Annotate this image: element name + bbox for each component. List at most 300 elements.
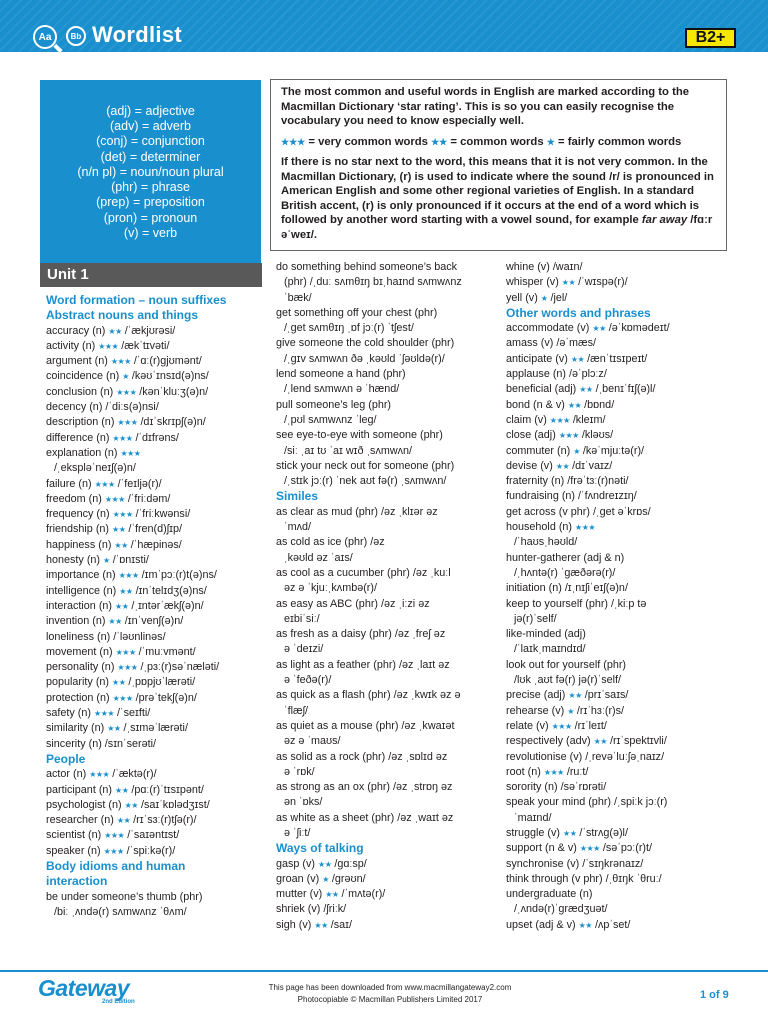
- star-rating-icon: ★★★: [120, 448, 141, 458]
- pronunciation: /rɪˈleɪt/: [574, 719, 607, 732]
- word-label: anticipate (v): [506, 352, 568, 365]
- section-heading: People: [46, 751, 86, 766]
- star-rating-icon: ★★: [578, 920, 592, 930]
- word-label: relate (v): [506, 719, 549, 732]
- star-rating-icon: ★★★: [116, 387, 137, 397]
- abbreviations-box: [40, 80, 261, 265]
- word-label: similarity (n): [46, 722, 105, 735]
- word-label: psychologist (n): [46, 798, 122, 811]
- pronunciation: /əˈplɔːz/: [569, 368, 607, 381]
- word-entry: [506, 780, 731, 795]
- star-rating-icon: ★★★: [543, 767, 564, 777]
- word-entry: [46, 584, 264, 599]
- word-label: explanation (n): [46, 446, 118, 459]
- word-entry: [276, 780, 500, 795]
- word-entry: [276, 811, 500, 826]
- pronunciation: /ˌθɪŋk ˈθruː/: [605, 872, 662, 885]
- word-label: accuracy (n): [46, 324, 106, 337]
- pronunciation: /ˈdɪfrəns/: [135, 431, 179, 444]
- word-label: amass (v): [506, 337, 554, 350]
- word-label: whisper (v): [506, 276, 559, 289]
- star-legend: ★★★ = very common words ★★ = common words ★ = fairly common words: [281, 135, 682, 148]
- abbreviation-item: (adv) = adverb: [110, 119, 191, 134]
- pronunciation: /ˈsaɪəntɪst/: [127, 829, 180, 842]
- section-heading: Similes: [276, 489, 319, 504]
- word-entry: [46, 431, 264, 446]
- star-rating-icon: ★★: [112, 678, 126, 688]
- word-label: sigh (v): [276, 918, 312, 931]
- pronunciation-continuation: (phr) /ˌduː sʌmθɪŋ bɪˌhaɪnd sʌmwʌnz: [284, 276, 462, 289]
- word-entry: [46, 553, 264, 568]
- pronunciation-continuation: /ˌlend sʌmwʌn ə ˈhænd/: [284, 383, 400, 396]
- unit-title: Unit 1: [40, 263, 262, 287]
- word-label: fundraising (n): [506, 490, 576, 503]
- star-rating-icon: ★★★: [94, 479, 115, 489]
- pronunciation: /ˌɡet əˈkrɒs/: [593, 505, 651, 518]
- pronunciation: /ɡɑːsp/: [334, 857, 367, 870]
- pronunciation: /ˈsɪŋkrənaɪz/: [582, 857, 644, 870]
- word-entry: [276, 750, 500, 765]
- footer-text: [240, 982, 540, 1006]
- word-entry: [506, 336, 731, 351]
- word-label: devise (v): [506, 459, 553, 472]
- pronunciation: /ˈfʌndreɪzɪŋ/: [578, 490, 637, 503]
- word-label: argument (n): [46, 355, 108, 368]
- word-label: honesty (n): [46, 554, 101, 567]
- word-entry: [506, 581, 731, 596]
- pronunciation-continuation: /biː ˌʌndə(r) sʌmwʌnz ˈθʌm/: [54, 905, 187, 918]
- word-label: sincerity (n): [46, 737, 102, 750]
- word-label: accommodate (v): [506, 322, 590, 335]
- pronunciation-continuation: ˈbæk/: [284, 291, 312, 304]
- word-label: actor (n): [46, 768, 87, 781]
- word-label: struggle (v): [506, 826, 561, 839]
- word-entry: [506, 413, 731, 428]
- star-rating-icon: ★★: [112, 525, 126, 535]
- word-label: beneficial (adj): [506, 383, 577, 396]
- word-label: activity (n): [46, 339, 96, 352]
- abbreviation-item: (det) = determiner: [100, 149, 201, 164]
- star-rating-icon: ★★: [108, 617, 122, 627]
- pronunciation: /ɡrəʊn/: [331, 872, 366, 885]
- star-rating-icon: ★★★: [551, 721, 572, 731]
- pronunciation: /ˌbenɪˈfɪʃ(ə)l/: [595, 383, 656, 396]
- pronunciation: /ˈɑː(r)ɡjʊmənt/: [133, 355, 202, 368]
- word-entry: [46, 630, 264, 645]
- section-heading: Abstract nouns and things: [46, 308, 199, 323]
- pronunciation-continuation: ə ˈfeðə(r)/: [284, 674, 332, 687]
- word-entry: [276, 566, 500, 581]
- pronunciation: /ˌkiːp tə: [611, 597, 647, 610]
- word-label: frequency (n): [46, 508, 110, 521]
- word-entry: [46, 354, 264, 369]
- star-rating-icon: ★★: [115, 785, 129, 795]
- abbreviation-item: (n/n pl) = noun/noun plural: [77, 164, 224, 179]
- pronunciation-continuation: /ˌstɪk jɔː(r) ˈnek aʊt fə(r) ˌsʌmwʌn/: [284, 475, 447, 488]
- word-label: freedom (n): [46, 492, 102, 505]
- word-label: interaction (n): [46, 599, 113, 612]
- word-entry: [506, 382, 731, 397]
- word-entry: [506, 795, 731, 810]
- word-entry: [276, 428, 500, 443]
- pronunciation: /əˈmæs/: [556, 337, 596, 350]
- pronunciation-continuation: /ˌɡet sʌmθɪŋ ˌɒf jɔː(r) ˈtʃest/: [284, 322, 414, 335]
- word-entry: [46, 568, 264, 583]
- word-entry: [46, 844, 264, 859]
- word-entry: [46, 691, 264, 706]
- section-heading: Other words and phrases: [506, 305, 651, 320]
- word-label: intelligence (n): [46, 584, 117, 597]
- word-entry: [276, 260, 500, 275]
- word-label: researcher (n): [46, 814, 114, 827]
- pronunciation: /ˈdiːs(ə)nsi/: [105, 401, 159, 414]
- pronunciation: /waɪn/: [552, 261, 583, 273]
- word-label: speaker (n): [46, 844, 101, 857]
- pronunciation: /ˈfriːdəm/: [127, 492, 171, 505]
- word-entry: [276, 597, 500, 612]
- word-entry: [46, 721, 264, 736]
- word-entry: [506, 260, 731, 275]
- edition-label: 2nd Edition: [102, 999, 135, 1005]
- word-entry: [506, 367, 731, 382]
- pronunciation: /ˈhæpinəs/: [130, 538, 182, 551]
- word-label: coincidence (n): [46, 370, 120, 383]
- footer-divider: [0, 970, 768, 972]
- word-label: respectively (adv): [506, 735, 591, 748]
- word-label: loneliness (n): [46, 630, 111, 643]
- pronunciation: /ˈæktə(r)/: [112, 768, 157, 781]
- star-rating-icon: ★★★: [94, 709, 115, 719]
- word-entry: [506, 841, 731, 856]
- pronunciation-continuation: /ˌɡɪv sʌmwʌn ðə ˌkəʊld ˈʃəʊldə(r)/: [284, 352, 445, 365]
- pronunciation: /ˈseɪfti/: [117, 707, 151, 720]
- word-label: invention (n): [46, 615, 106, 628]
- word-label: description (n): [46, 416, 115, 429]
- pronunciation-continuation: /ˌʌndə(r)ˈɡrædʒuət/: [514, 903, 608, 916]
- word-label: upset (adj & v): [506, 918, 576, 931]
- word-entry: [506, 398, 731, 413]
- word-entry: [276, 535, 500, 550]
- pronunciation: /ˌɪntərˈækʃ(ə)n/: [131, 599, 204, 612]
- word-label: pull someone’s leg (phr): [276, 398, 392, 411]
- star-rating-icon: ★★: [108, 326, 122, 336]
- word-label: close (adj): [506, 429, 556, 442]
- word-label: look out for yourself (phr): [506, 658, 627, 671]
- pronunciation: /ɪnˈvenʃ(ə)n/: [124, 615, 184, 628]
- word-label: popularity (n): [46, 676, 110, 689]
- word-entry: [46, 538, 264, 553]
- word-label: stick your neck out for someone (phr): [276, 459, 455, 472]
- pronunciation: /dɪˈvaɪz/: [572, 459, 613, 472]
- word-label: speak your mind (phr): [506, 796, 612, 809]
- star-rating-icon: ★★★: [579, 844, 600, 854]
- three-star-icon: ★★★: [281, 136, 306, 147]
- one-star-icon: ★: [546, 136, 555, 147]
- pronunciation: /kənˈkluːʒ(ə)n/: [139, 385, 209, 398]
- pronunciation: /ækˈtɪvəti/: [121, 339, 170, 352]
- word-label: see eye-to-eye with someone (phr): [276, 429, 443, 442]
- word-label: whine (v): [506, 261, 550, 273]
- star-rating-icon: ★★: [593, 737, 607, 747]
- pronunciation: /ruːt/: [566, 765, 589, 778]
- pronunciation: /ˈfeɪljə(r)/: [117, 477, 162, 490]
- word-label: as cool as a cucumber (phr) /əz ˌkuːl: [276, 566, 451, 579]
- word-entry: [506, 520, 731, 535]
- word-label: as quick as a flash (phr) /əz ˌkwɪk əz ə: [276, 689, 461, 702]
- abbreviation-item: (pron) = pronoun: [103, 210, 198, 225]
- word-entry: [46, 339, 264, 354]
- word-label: gasp (v): [276, 857, 316, 870]
- word-entry: [506, 704, 731, 719]
- star-rating-icon: ★★: [107, 724, 121, 734]
- word-entry: [506, 719, 731, 734]
- word-entry: [506, 734, 731, 749]
- pronunciation: /rɪˈhɜː(r)s/: [576, 704, 625, 717]
- word-label: as fresh as a daisy (phr) /əz ˌfreʃ əz: [276, 628, 446, 641]
- word-entry: [276, 306, 500, 321]
- word-label: fraternity (n): [506, 475, 565, 488]
- word-label: undergraduate (n): [506, 888, 593, 901]
- word-entry: [46, 675, 264, 690]
- word-entry: [276, 336, 500, 351]
- word-label: friendship (n): [46, 523, 110, 536]
- word-label: as strong as an ox (phr) /əz ˌstrɒŋ əz: [276, 781, 453, 794]
- word-entry: [46, 369, 264, 384]
- star-rating-icon: ★★: [116, 816, 131, 826]
- pronunciation: /ˈwɪspə(r)/: [578, 276, 628, 289]
- star-rating-icon: ★★★: [115, 647, 136, 657]
- pronunciation-continuation: ˈflæʃ/: [284, 704, 308, 717]
- word-label: support (n & v): [506, 842, 577, 855]
- pronunciation: /ænˈtɪsɪpeɪt/: [587, 352, 648, 365]
- pronunciation: /ˈstrʌɡ(ə)l/: [579, 826, 628, 839]
- intro-paragraph: The most common and useful words in English are marked according to the Macmillan Dictionary ‘star rating’. This is so you can easily recognise the vocabulary you need to know especially well.: [281, 86, 690, 127]
- word-label: as easy as ABC (phr) /əz ˌiːzi əz: [276, 597, 430, 610]
- word-entry: [506, 887, 731, 902]
- pronunciation: /kəʊˈɪnsɪd(ə)ns/: [131, 370, 209, 383]
- star-rating-icon: ★★★: [112, 433, 133, 443]
- pronunciation: /prɪˈsaɪs/: [584, 689, 629, 702]
- word-entry: [506, 765, 731, 780]
- pronunciation: /bɒnd/: [584, 398, 615, 411]
- pronunciation: /ˌpɒpjʊˈlærəti/: [128, 676, 196, 689]
- word-entry: [506, 474, 731, 489]
- pronunciation-continuation: /ˌhʌntə(r) ˈɡæðərə(r)/: [514, 566, 616, 579]
- word-label: as solid as a rock (phr) /əz ˌsɒlɪd əz: [276, 750, 448, 763]
- pronunciation: /səˈpɔː(r)t/: [602, 842, 653, 855]
- word-label: groan (v): [276, 872, 320, 885]
- word-label: safety (n): [46, 707, 92, 720]
- word-entry: [506, 658, 731, 673]
- word-entry: [506, 352, 731, 367]
- word-entry: [506, 826, 731, 841]
- word-entry: [506, 872, 731, 887]
- word-label: precise (adj): [506, 689, 566, 702]
- word-entry: [276, 627, 500, 642]
- star-rating-icon: ★★: [592, 324, 606, 334]
- pronunciation-note: If there is no star next to the word, this means that it is not very common. In the Macmillan Dictionary, (r) is used to indicate where the sound /r/ is pronounced in American English and some other regional varieties of English. In a standard British accent, (r) is only pronounced if it occurs at the end of a word which is followed by another word starting with a vowel sound, for example far away /fɑːr əˈweɪ/.: [281, 156, 714, 241]
- bb-bubble-icon: Bb: [66, 26, 86, 46]
- word-label: household (n): [506, 521, 573, 534]
- word-entry: [46, 599, 264, 614]
- word-entry: [506, 918, 731, 933]
- pronunciation: /ˌpɜː(r)səˈnæləti/: [140, 661, 220, 674]
- word-entry: [506, 688, 731, 703]
- word-entry: [276, 688, 500, 703]
- word-label: bond (n & v): [506, 398, 565, 411]
- word-label: happiness (n): [46, 538, 112, 551]
- pronunciation: /ʌpˈset/: [594, 918, 631, 931]
- word-label: conclusion (n): [46, 385, 114, 398]
- word-entry: [276, 658, 500, 673]
- pronunciation-continuation: ˈmʌd/: [284, 521, 311, 534]
- pronunciation: /ˈfriːkwənsi/: [135, 508, 191, 521]
- star-rating-icon: ★★: [119, 586, 133, 596]
- section-heading: interaction: [46, 874, 108, 889]
- word-label: as clear as mud (phr) /əz ˌklɪər əz: [276, 505, 438, 518]
- star-rating-icon: ★★★: [558, 431, 579, 441]
- pronunciation: /ˌsɪməˈlærəti/: [123, 722, 188, 735]
- star-rating-icon: ★★: [318, 859, 332, 869]
- word-label: as cold as ice (phr) /əz: [276, 536, 385, 549]
- word-label: applause (n): [506, 368, 567, 381]
- pronunciation-continuation: /siː ˌaɪ tʊ ˈaɪ wɪð ˌsʌmwʌn/: [284, 444, 413, 457]
- star-rating-icon: ★★★: [89, 770, 110, 780]
- word-label: get something off your chest (phr): [276, 306, 438, 319]
- word-label: shriek (v): [276, 903, 321, 916]
- pronunciation: /ˈækjʊrəsi/: [124, 324, 176, 337]
- word-entry: [506, 275, 731, 290]
- pronunciation-continuation: ˌkəʊld əz ˈaɪs/: [284, 551, 353, 564]
- abbreviation-item: (prep) = preposition: [96, 195, 205, 210]
- word-label: commuter (n): [506, 444, 571, 457]
- star-rating-icon: ★★★: [98, 341, 119, 351]
- word-entry: [46, 522, 264, 537]
- word-entry: [46, 415, 264, 430]
- pronunciation: /frəˈtɜː(r)nəti/: [567, 475, 629, 488]
- pronunciation: /pɑː(r)ˈtɪsɪpənt/: [131, 783, 204, 796]
- header-bar: [0, 0, 768, 52]
- word-entry: [46, 507, 264, 522]
- star-rating-icon: ★★: [561, 278, 576, 288]
- word-entry: [46, 737, 264, 752]
- word-label: claim (v): [506, 413, 547, 426]
- word-label: revolutionise (v): [506, 750, 583, 763]
- word-entry: [276, 459, 500, 474]
- pronunciation-continuation: ə ˈrɒk/: [284, 765, 315, 778]
- word-label: protection (n): [46, 691, 110, 704]
- star-rating-icon: ★★: [568, 691, 582, 701]
- star-rating-icon: ★★: [115, 601, 129, 611]
- pronunciation: /ˈfren(d)ʃɪp/: [128, 523, 183, 536]
- page-title: Wordlist: [92, 22, 182, 47]
- star-rating-icon: ★★: [563, 828, 577, 838]
- two-star-icon: ★★: [431, 136, 448, 147]
- word-label: sorority (n): [506, 781, 558, 794]
- wordlist-column-2: [276, 260, 500, 933]
- word-entry: [46, 492, 264, 507]
- pronunciation: /kəˈmjuːtə(r)/: [582, 444, 645, 457]
- word-entry: [46, 706, 264, 721]
- pronunciation-continuation: /ˌekspləˈneɪʃ(ə)n/: [54, 462, 136, 475]
- star-rating-icon: ★★★: [104, 494, 125, 504]
- word-entry: [506, 428, 731, 443]
- star-rating-icon: ★★★: [112, 693, 133, 703]
- word-label: be under someone’s thumb (phr): [46, 890, 203, 903]
- word-label: synchronise (v): [506, 857, 580, 870]
- star-rating-icon: ★: [103, 556, 110, 566]
- pronunciation: /kləʊs/: [581, 429, 614, 442]
- pronunciation-continuation: /lʊk ˌaʊt fə(r) jə(r)ˈself/: [514, 674, 622, 687]
- level-badge: B2+: [685, 28, 736, 48]
- word-label: keep to yourself (phr): [506, 597, 609, 610]
- word-entry: [46, 614, 264, 629]
- star-rating-icon: ★★★: [118, 571, 139, 581]
- star-rating-icon: ★★: [314, 920, 328, 930]
- pronunciation-continuation: əz ə ˈmaʊs/: [284, 735, 341, 748]
- section-heading: Ways of talking: [276, 841, 364, 856]
- word-entry: [506, 505, 731, 520]
- word-label: think through (v phr): [506, 872, 603, 885]
- word-label: as light as a feather (phr) /əz ˌlaɪt əz: [276, 658, 450, 671]
- pronunciation: /ʃriːk/: [323, 903, 347, 916]
- word-label: scientist (n): [46, 829, 102, 842]
- star-rating-icon: ★: [122, 372, 129, 382]
- magnifier-handle-icon: [53, 44, 62, 53]
- word-entry: [46, 828, 264, 843]
- word-entry: [506, 321, 731, 336]
- wordlist-column-1: [46, 293, 264, 920]
- pronunciation: /jel/: [550, 291, 568, 304]
- word-entry: [46, 783, 264, 798]
- word-label: rehearse (v): [506, 704, 565, 717]
- word-entry: [506, 459, 731, 474]
- word-entry: [276, 398, 500, 413]
- word-entry: [46, 767, 264, 782]
- star-rating-icon: ★★: [114, 540, 128, 550]
- word-entry: [276, 918, 500, 933]
- star-rating-icon: ★: [540, 293, 548, 303]
- word-entry: [46, 324, 264, 339]
- pronunciation-continuation: /ˌpʊl sʌmwʌnz ˈleɡ/: [284, 413, 377, 426]
- pronunciation: /əˈkɒmədeɪt/: [608, 322, 670, 335]
- section-heading: Word formation – noun suffixes: [46, 293, 227, 307]
- star-rating-icon: ★★★: [117, 418, 138, 428]
- pronunciation: /rɪˈspektɪvli/: [609, 735, 667, 748]
- word-entry: [46, 660, 264, 675]
- abbreviation-item: (phr) = phrase: [111, 180, 190, 195]
- pronunciation: /ɪnˈtelɪdʒ(ə)ns/: [135, 584, 207, 597]
- word-entry: [276, 719, 500, 734]
- pronunciation: /saɪ/: [330, 918, 352, 931]
- word-label: lend someone a hand (phr): [276, 368, 406, 381]
- star-rating-icon: ★★★: [112, 510, 133, 520]
- abbreviation-item: (adj) = adjective: [106, 104, 195, 119]
- word-entry: [46, 645, 264, 660]
- word-label: movement (n): [46, 645, 113, 658]
- download-note: This page has been downloaded from www.macmillangateway2.com: [268, 983, 512, 992]
- word-entry: [506, 489, 731, 504]
- pronunciation-continuation: ən ˈɒks/: [284, 796, 323, 809]
- star-rating-icon: ★★★: [103, 846, 124, 856]
- pronunciation: /ˈɒnɪsti/: [112, 554, 149, 567]
- word-label: importance (n): [46, 569, 116, 582]
- pronunciation: /ɪmˈpɔː(r)t(ə)ns/: [141, 569, 217, 582]
- star-rating-icon: ★★: [124, 800, 138, 810]
- pronunciation: /ˈləʊnlinəs/: [113, 630, 166, 643]
- word-label: personality (n): [46, 661, 115, 674]
- star-rating-icon: ★★★: [117, 663, 138, 673]
